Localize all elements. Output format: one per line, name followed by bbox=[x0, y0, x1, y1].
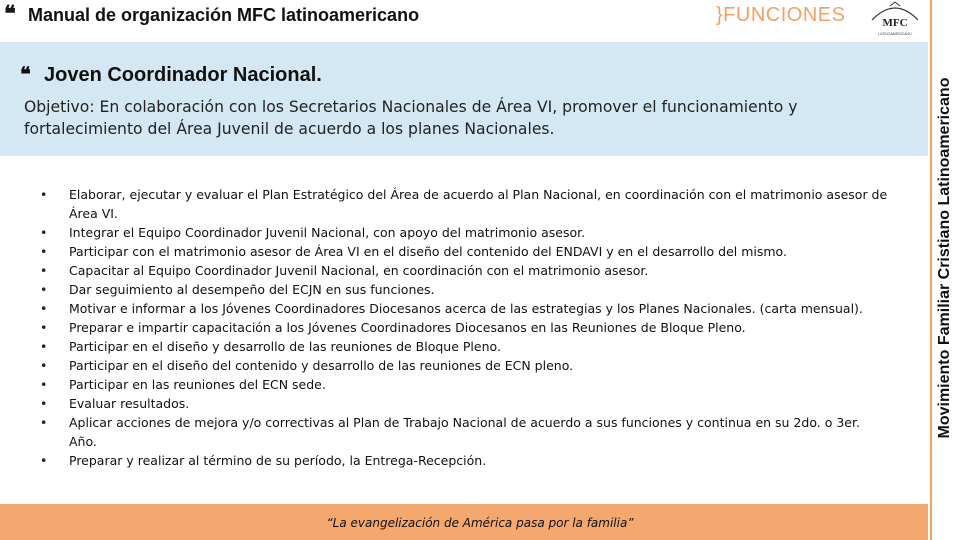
section-title: Joven Coordinador Nacional. bbox=[44, 64, 322, 86]
quote-mark-icon: ❝ bbox=[4, 1, 16, 27]
list-item: • Dar seguimiento al desempeño del ECJN en sus funciones. bbox=[40, 280, 890, 299]
list-item: • Preparar e impartir capacitación a los Jóvenes Coordinadores Diocesanos en las Reuniones de Bloque Pleno. bbox=[40, 318, 890, 337]
list-item: • Integrar el Equipo Coordinador Juvenil Nacional, con apoyo del matrimonio asesor. bbox=[40, 223, 890, 242]
footer-quote: “La evangelización de América pasa por la familia” bbox=[326, 516, 634, 530]
page-title: Manual de organización MFC latinoamericano bbox=[28, 5, 420, 25]
list-item: • Motivar e informar a los Jóvenes Coordinadores Diocesanos acerca de las estrategias y los Planes Nacionales. (carta mensual). bbox=[40, 299, 890, 318]
list-item: • Elaborar, ejecutar y evaluar el Plan Estratégico del Área de acuerdo al Plan Nacional, en coordinación con el matrimonio asesor de Área VI. bbox=[40, 185, 890, 223]
svg-text:MFC: MFC bbox=[882, 17, 908, 29]
list-item: • Capacitar al Equipo Coordinador Juvenil Nacional, en coordinación con el matrimonio asesor. bbox=[40, 261, 890, 280]
side-label: Movimiento Familiar Cristiano Latinoamericano bbox=[936, 77, 953, 439]
mfc-logo bbox=[866, 0, 924, 40]
quote-mark-icon: ❝ bbox=[20, 62, 31, 86]
objective-text: Objetivo: En colaboración con los Secretarios Nacionales de Área VI, promover el funcionamiento y fortalecimiento del Área Juvenil de acuerdo a los planes Nacionales. bbox=[24, 98, 798, 138]
list-item: • Preparar y realizar al término de su período, la Entrega-Recepción. bbox=[40, 451, 890, 470]
svg-text:LATINOAMERICANO: LATINOAMERICANO bbox=[878, 32, 912, 36]
list-item: • Aplicar acciones de mejora y/o correctivas al Plan de Trabajo Nacional de acuerdo a sus funciones y continua en su 2do. o 3er. Año. bbox=[40, 413, 890, 451]
section-tag: }FUNCIONES bbox=[716, 4, 846, 26]
list-item: • Participar en el diseño y desarrollo de las reuniones de Bloque Pleno. bbox=[40, 337, 890, 356]
list-item: • Evaluar resultados. bbox=[40, 394, 890, 413]
list-item: • Participar en el diseño del contenido y desarrollo de las reuniones de ECN pleno. bbox=[40, 356, 890, 375]
list-item: • Participar con el matrimonio asesor de Área VI en el diseño del contenido del ENDAVI y en el desarrollo del mismo. bbox=[40, 242, 890, 261]
list-item: • Participar en las reuniones del ECN sede. bbox=[40, 375, 890, 394]
functions-list bbox=[40, 185, 890, 470]
